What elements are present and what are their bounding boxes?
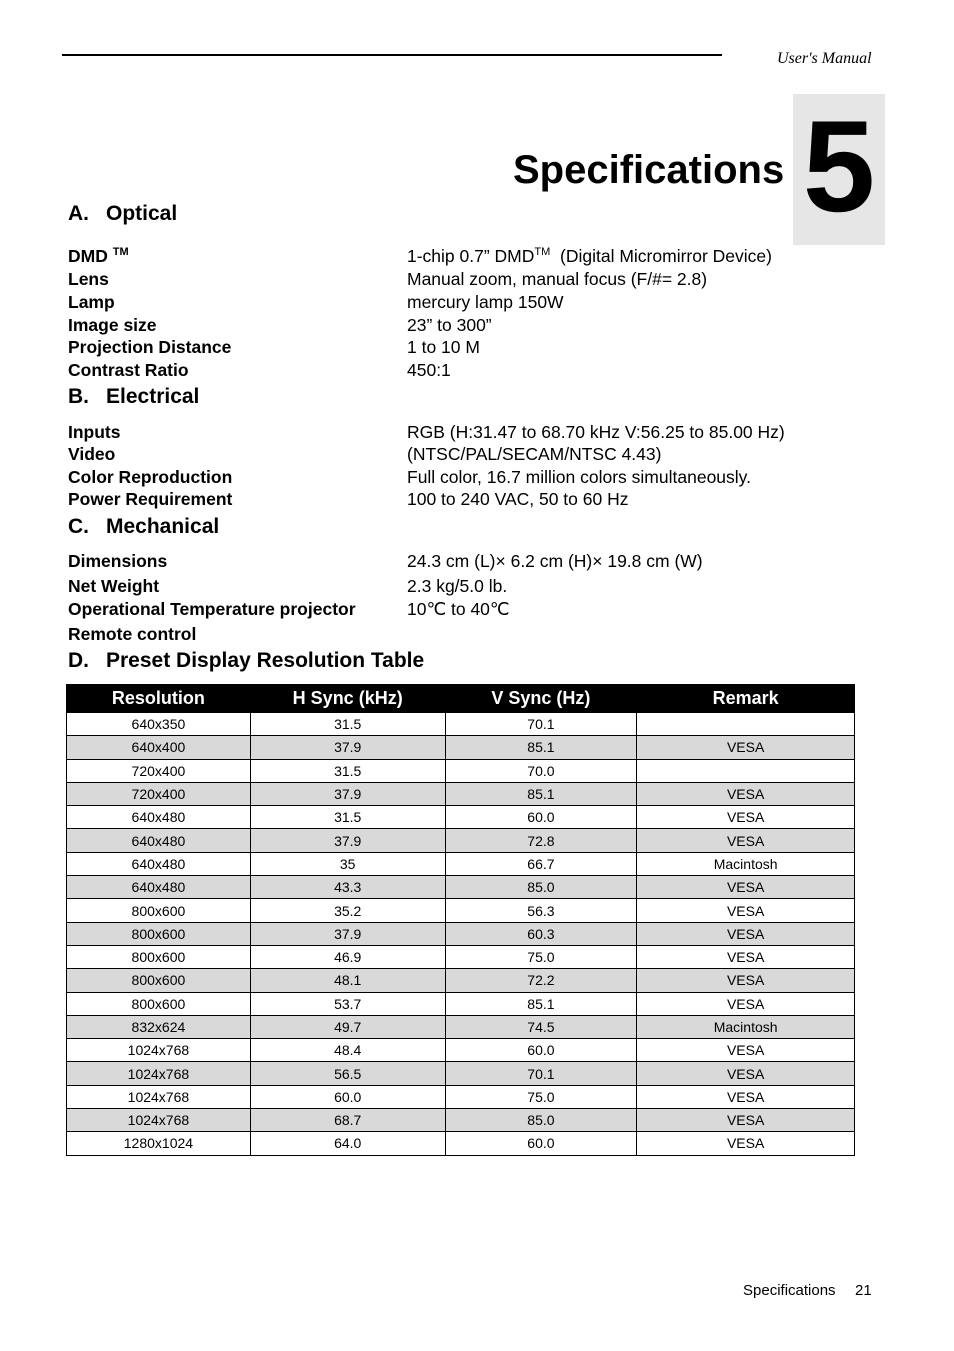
section-letter: C. bbox=[68, 515, 89, 538]
table-row bbox=[67, 1109, 855, 1132]
cell-remark: VESA bbox=[637, 736, 855, 759]
cell-resolution: 640x400 bbox=[67, 736, 251, 759]
cell-remark: VESA bbox=[637, 1039, 855, 1062]
spec-label: Color Reproduction bbox=[68, 467, 233, 487]
cell-resolution: 800x600 bbox=[67, 969, 251, 992]
cell-vsync: 70.1 bbox=[445, 713, 637, 736]
cell-resolution: 800x600 bbox=[67, 922, 251, 945]
cell-remark: VESA bbox=[637, 1062, 855, 1085]
cell-hsync: 31.5 bbox=[250, 713, 445, 736]
cell-resolution: 1024x768 bbox=[67, 1085, 251, 1108]
cell-vsync: 60.3 bbox=[445, 922, 637, 945]
cell-remark: Macintosh bbox=[637, 1015, 855, 1038]
cell-vsync: 72.8 bbox=[445, 829, 637, 852]
spec-value: mercury lamp 150W bbox=[407, 292, 564, 312]
cell-vsync: 85.1 bbox=[445, 736, 637, 759]
table-row bbox=[67, 829, 855, 852]
cell-vsync: 72.2 bbox=[445, 969, 637, 992]
table-row bbox=[67, 806, 855, 829]
page-number: 21 bbox=[855, 1282, 872, 1299]
cell-remark: VESA bbox=[637, 1109, 855, 1132]
table-row bbox=[67, 876, 855, 899]
table-row bbox=[67, 969, 855, 992]
cell-vsync: 60.0 bbox=[445, 1132, 637, 1155]
table-row bbox=[67, 992, 855, 1015]
section-heading-preset bbox=[68, 649, 424, 673]
cell-vsync: 60.0 bbox=[445, 1039, 637, 1062]
cell-vsync: 75.0 bbox=[445, 1085, 637, 1108]
spec-value: 100 to 240 VAC, 50 to 60 Hz bbox=[407, 489, 629, 509]
table-row bbox=[67, 1039, 855, 1062]
spec-row-lens bbox=[68, 269, 888, 292]
column-header-remark: Remark bbox=[637, 685, 855, 713]
cell-remark: VESA bbox=[637, 876, 855, 899]
cell-remark: VESA bbox=[637, 969, 855, 992]
header-rule bbox=[62, 54, 722, 56]
cell-remark: VESA bbox=[637, 1132, 855, 1155]
cell-hsync: 56.5 bbox=[250, 1062, 445, 1085]
cell-vsync: 66.7 bbox=[445, 852, 637, 875]
cell-hsync: 60.0 bbox=[250, 1085, 445, 1108]
page-title: Specifications bbox=[513, 148, 785, 192]
spec-value: 24.3 cm (L)× 6.2 cm (H)× 19.8 cm (W) bbox=[407, 551, 703, 571]
section-title: Optical bbox=[106, 202, 178, 225]
table-header-row bbox=[67, 685, 855, 713]
cell-remark: VESA bbox=[637, 829, 855, 852]
cell-resolution: 640x480 bbox=[67, 852, 251, 875]
column-header-vsync: V Sync (Hz) bbox=[445, 685, 637, 713]
cell-remark: Macintosh bbox=[637, 852, 855, 875]
spec-row-color-reproduction bbox=[68, 467, 888, 490]
spec-value: (NTSC/PAL/SECAM/NTSC 4.43) bbox=[407, 444, 662, 464]
table-row bbox=[67, 922, 855, 945]
spec-label: Dimensions bbox=[68, 551, 168, 571]
cell-remark: VESA bbox=[637, 899, 855, 922]
cell-hsync: 37.9 bbox=[250, 922, 445, 945]
spec-row-operational-temperature bbox=[68, 599, 888, 622]
spec-label: Contrast Ratio bbox=[68, 360, 189, 380]
spec-label: Inputs bbox=[68, 422, 121, 442]
table-row bbox=[67, 736, 855, 759]
cell-hsync: 31.5 bbox=[250, 806, 445, 829]
section-heading-optical bbox=[68, 202, 177, 226]
spec-value: Manual zoom, manual focus (F/#= 2.8) bbox=[407, 269, 708, 289]
cell-remark: VESA bbox=[637, 992, 855, 1015]
cell-vsync: 85.0 bbox=[445, 1109, 637, 1132]
resolution-table bbox=[66, 684, 855, 1156]
cell-remark: VESA bbox=[637, 1085, 855, 1108]
column-header-hsync: H Sync (kHz) bbox=[250, 685, 445, 713]
cell-vsync: 74.5 bbox=[445, 1015, 637, 1038]
spec-value: RGB (H:31.47 to 68.70 kHz V:56.25 to 85.00 Hz) bbox=[407, 422, 785, 442]
spec-value: Full color, 16.7 million colors simultaneously. bbox=[407, 467, 751, 487]
table-row bbox=[67, 899, 855, 922]
section-title: Mechanical bbox=[106, 515, 220, 538]
cell-resolution: 1024x768 bbox=[67, 1062, 251, 1085]
spec-label: Projection Distance bbox=[68, 337, 232, 357]
spec-row-contrast-ratio bbox=[68, 360, 888, 383]
cell-resolution: 640x480 bbox=[67, 806, 251, 829]
cell-remark: VESA bbox=[637, 782, 855, 805]
cell-resolution: 1024x768 bbox=[67, 1039, 251, 1062]
spec-value: 450:1 bbox=[407, 360, 451, 380]
cell-vsync: 70.0 bbox=[445, 759, 637, 782]
cell-resolution: 720x400 bbox=[67, 759, 251, 782]
spec-label: Image size bbox=[68, 315, 157, 335]
spec-row-dmd bbox=[68, 246, 888, 269]
table-row bbox=[67, 1015, 855, 1038]
spec-value: 2.3 kg/5.0 lb. bbox=[407, 576, 508, 596]
spec-label: Video bbox=[68, 444, 116, 464]
spec-label: DMD ™ bbox=[68, 246, 129, 266]
table-row bbox=[67, 782, 855, 805]
cell-hsync: 46.9 bbox=[250, 945, 445, 968]
section-heading-electrical bbox=[68, 385, 199, 409]
spec-label: Lamp bbox=[68, 292, 115, 312]
section-letter: D. bbox=[68, 649, 89, 672]
spec-value: 23” to 300” bbox=[407, 315, 492, 335]
cell-resolution: 1280x1024 bbox=[67, 1132, 251, 1155]
spec-value: 1-chip 0.7” DMD™ (Digital Micromirror Device) bbox=[407, 246, 772, 266]
cell-remark bbox=[637, 759, 855, 782]
cell-resolution: 800x600 bbox=[67, 945, 251, 968]
cell-vsync: 75.0 bbox=[445, 945, 637, 968]
spec-row-lamp bbox=[68, 292, 888, 315]
cell-remark: VESA bbox=[637, 922, 855, 945]
cell-resolution: 1024x768 bbox=[67, 1109, 251, 1132]
cell-hsync: 35.2 bbox=[250, 899, 445, 922]
cell-vsync: 85.1 bbox=[445, 782, 637, 805]
cell-hsync: 37.9 bbox=[250, 736, 445, 759]
cell-remark: VESA bbox=[637, 806, 855, 829]
section-letter: A. bbox=[68, 202, 89, 225]
spec-value: 10℃ to 40℃ bbox=[407, 599, 510, 619]
cell-resolution: 640x480 bbox=[67, 829, 251, 852]
cell-hsync: 35 bbox=[250, 852, 445, 875]
table-row bbox=[67, 1062, 855, 1085]
spec-value: 1 to 10 M bbox=[407, 337, 480, 357]
section-title: Electrical bbox=[106, 385, 200, 408]
spec-row-dimensions bbox=[68, 551, 888, 574]
spec-label: Lens bbox=[68, 269, 109, 289]
cell-resolution: 640x350 bbox=[67, 713, 251, 736]
cell-resolution: 720x400 bbox=[67, 782, 251, 805]
cell-hsync: 49.7 bbox=[250, 1015, 445, 1038]
cell-resolution: 640x480 bbox=[67, 876, 251, 899]
cell-hsync: 48.4 bbox=[250, 1039, 445, 1062]
cell-hsync: 43.3 bbox=[250, 876, 445, 899]
cell-hsync: 64.0 bbox=[250, 1132, 445, 1155]
cell-hsync: 53.7 bbox=[250, 992, 445, 1015]
cell-vsync: 56.3 bbox=[445, 899, 637, 922]
running-header: User's Manual bbox=[777, 50, 872, 67]
spec-label: Operational Temperature projector bbox=[68, 599, 356, 619]
spec-row-projection-distance bbox=[68, 337, 888, 360]
table-row bbox=[67, 852, 855, 875]
cell-vsync: 60.0 bbox=[445, 806, 637, 829]
table-row bbox=[67, 759, 855, 782]
table-row bbox=[67, 713, 855, 736]
section-heading-mechanical bbox=[68, 515, 219, 539]
cell-resolution: 832x624 bbox=[67, 1015, 251, 1038]
spec-row-video bbox=[68, 444, 888, 467]
spec-label: Remote control bbox=[68, 624, 197, 644]
cell-vsync: 85.0 bbox=[445, 876, 637, 899]
spec-row-net-weight bbox=[68, 576, 888, 599]
cell-resolution: 800x600 bbox=[67, 992, 251, 1015]
spec-row-inputs bbox=[68, 422, 888, 445]
cell-hsync: 37.9 bbox=[250, 829, 445, 852]
spec-row-remote-control bbox=[68, 624, 888, 647]
cell-remark: VESA bbox=[637, 945, 855, 968]
table-row bbox=[67, 945, 855, 968]
footer-section-label: Specifications bbox=[743, 1282, 836, 1299]
table-row bbox=[67, 1085, 855, 1108]
section-title: Preset Display Resolution Table bbox=[106, 649, 425, 672]
cell-resolution: 800x600 bbox=[67, 899, 251, 922]
cell-vsync: 70.1 bbox=[445, 1062, 637, 1085]
cell-hsync: 37.9 bbox=[250, 782, 445, 805]
spec-label: Net Weight bbox=[68, 576, 160, 596]
column-header-resolution: Resolution bbox=[67, 685, 251, 713]
spec-row-power-requirement bbox=[68, 489, 888, 512]
chapter-number: 5 bbox=[802, 93, 876, 239]
cell-hsync: 48.1 bbox=[250, 969, 445, 992]
cell-remark bbox=[637, 713, 855, 736]
spec-label: Power Requirement bbox=[68, 489, 233, 509]
section-letter: B. bbox=[68, 385, 89, 408]
cell-vsync: 85.1 bbox=[445, 992, 637, 1015]
cell-hsync: 31.5 bbox=[250, 759, 445, 782]
cell-hsync: 68.7 bbox=[250, 1109, 445, 1132]
spec-row-image-size bbox=[68, 315, 888, 338]
table-row bbox=[67, 1132, 855, 1155]
